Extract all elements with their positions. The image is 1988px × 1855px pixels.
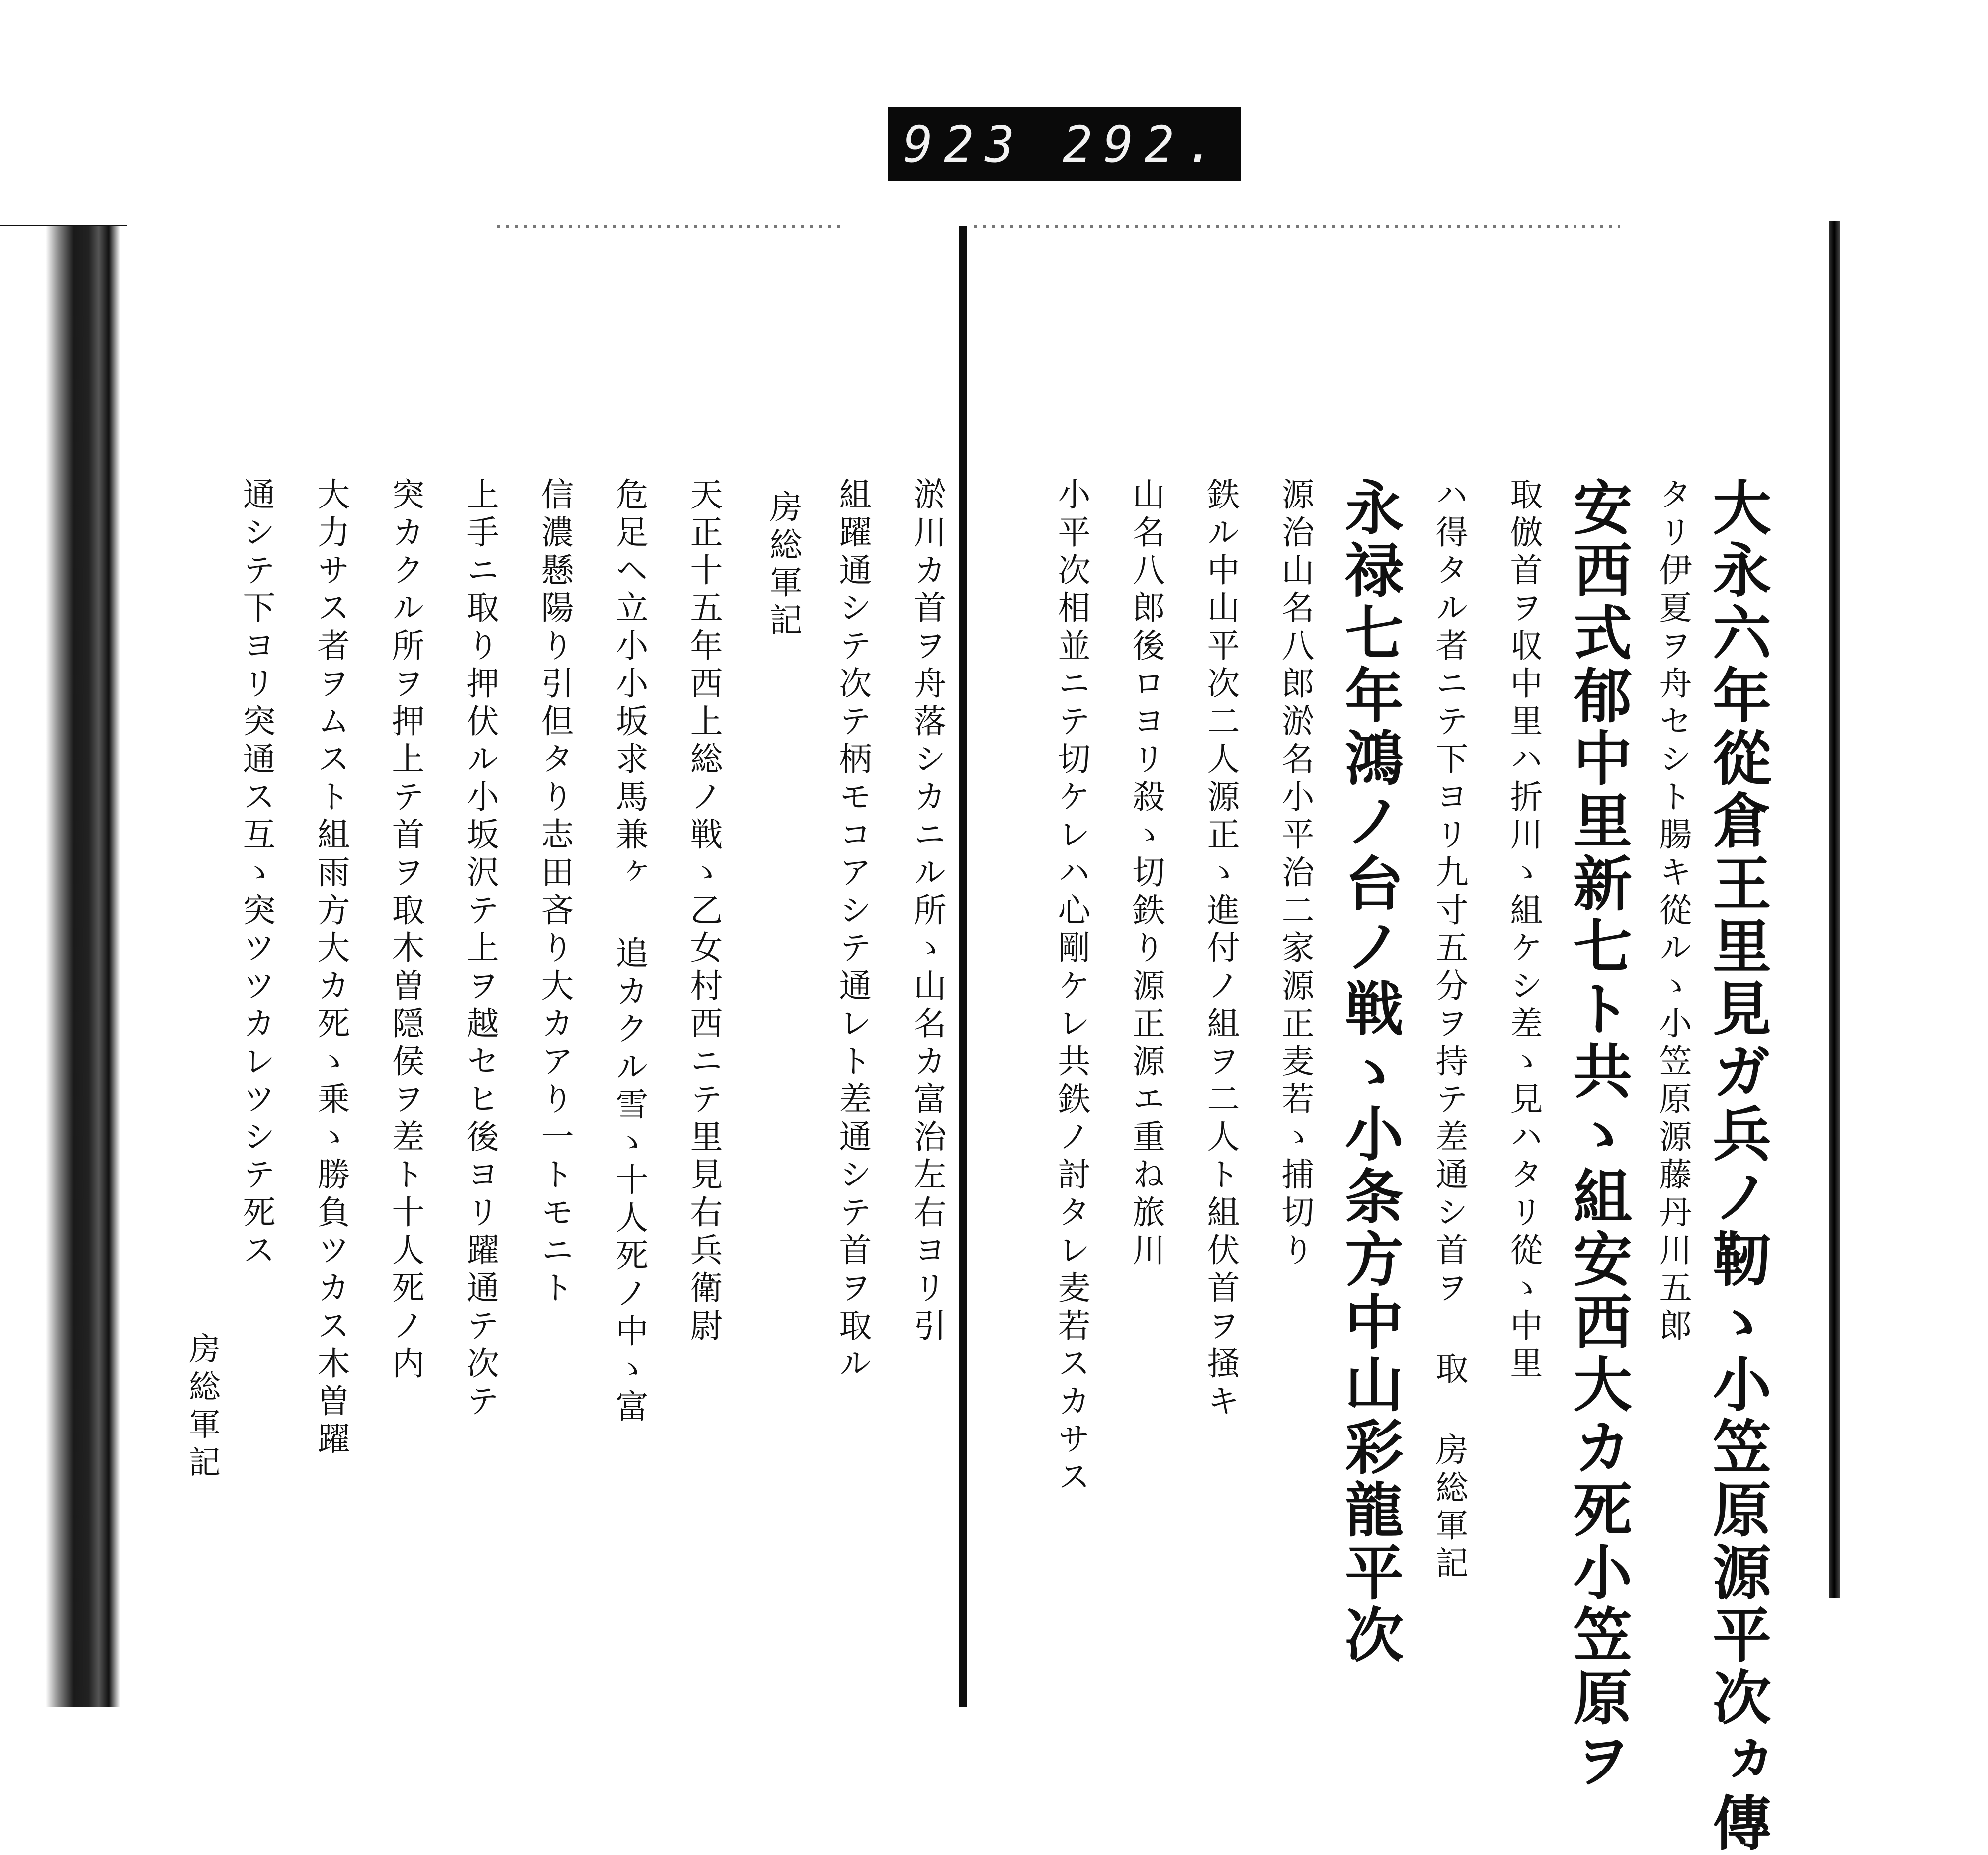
frame-number-label <box>888 107 1241 181</box>
top-edge-speckle <box>497 225 845 228</box>
left-page-column: 上手ニ取り押伏ル小坂沢テ上ヲ越セヒ後ヨリ躍通テ次テ <box>461 477 499 1422</box>
left-page-column: 大力サス者ヲムスト組雨方大カ死ゝ乗ゝ勝負ツカス木曽躍 <box>312 477 350 1459</box>
top-edge-speckle <box>974 225 1620 228</box>
left-page-colophon: 房総軍記 <box>183 1332 220 1483</box>
left-page-column: 淤川カ首ヲ舟落シカニル所ゝ山名カ富治左右ヨリ引 <box>908 477 946 1346</box>
right-page-edge <box>1829 221 1840 1598</box>
right-page-column: タリ伊夏ヲ舟セシト腸キ從ルゝ小笠原源藤丹川五郎 <box>1654 477 1692 1346</box>
right-page-column: 小平次相並ニテ切ケレハ心剛ケレ共鉄ノ討タレ麦若スカサス <box>1052 477 1090 1497</box>
right-page-column: ハ得タル者ニテ下ヨリ九寸五分ヲ持テ差通シ首ヲ 取 房総軍記 <box>1430 477 1468 1584</box>
left-page-column: 信濃懸陽り引但タり志田吝り大カアり一トモニト <box>535 477 574 1308</box>
left-page-column: 危足ヘ立小小坂求馬兼ヶ 追カクル雪ゝ十人死ノ中ゝ富 <box>610 477 648 1427</box>
left-page-column: 通シテ下ヨリ突通ス互ゝ突ツツカレツシテ死ス <box>237 477 275 1270</box>
right-page-column: 源治山名八郎淤名小平治二家源正麦若ゝ捕切り <box>1276 477 1314 1270</box>
left-book-edge <box>0 226 127 1707</box>
left-page-column: 突カクル所ヲ押上テ首ヲ取木曽隠侯ヲ差ト十人死ノ内 <box>386 477 424 1384</box>
right-page-column: 大永六年從倉王里見ガ兵ノ靭ゝ小笠原源平次ヵ傳 <box>1703 477 1772 1855</box>
right-page-column: 安西式郁中里新七ト共ゝ組安西大カ死小笠原ヲ <box>1564 477 1633 1792</box>
left-page-column: 組躍通シテ次テ柄モコアシテ通レト差通シテ首ヲ取ル <box>833 477 872 1384</box>
left-page-column: 天正十五年西上総ノ戦ゝ乙女村西ニテ里見右兵衛尉 <box>684 477 723 1346</box>
frame-number-right: 292. <box>1063 115 1226 173</box>
right-page-column: 山名八郎後ロヨリ殺ゝ切鉄り源正源エ重ね旅川 <box>1127 477 1165 1270</box>
right-page-column: 取倣首ヲ収中里ハ折川ゝ組ケシ差ゝ見ハタリ從ゝ中里 <box>1504 477 1543 1384</box>
right-page-column: 永禄七年鴻ノ台ノ戦ゝ小条方中山彩龍平次 <box>1335 477 1404 1667</box>
left-page-column: 房総軍記 <box>764 490 802 641</box>
right-page-column: 鉄ル中山平次二人源正ゝ進付ノ組ヲ二人ト組伏首ヲ掻キ <box>1201 477 1240 1422</box>
frame-number-left: 923 <box>903 115 1026 173</box>
